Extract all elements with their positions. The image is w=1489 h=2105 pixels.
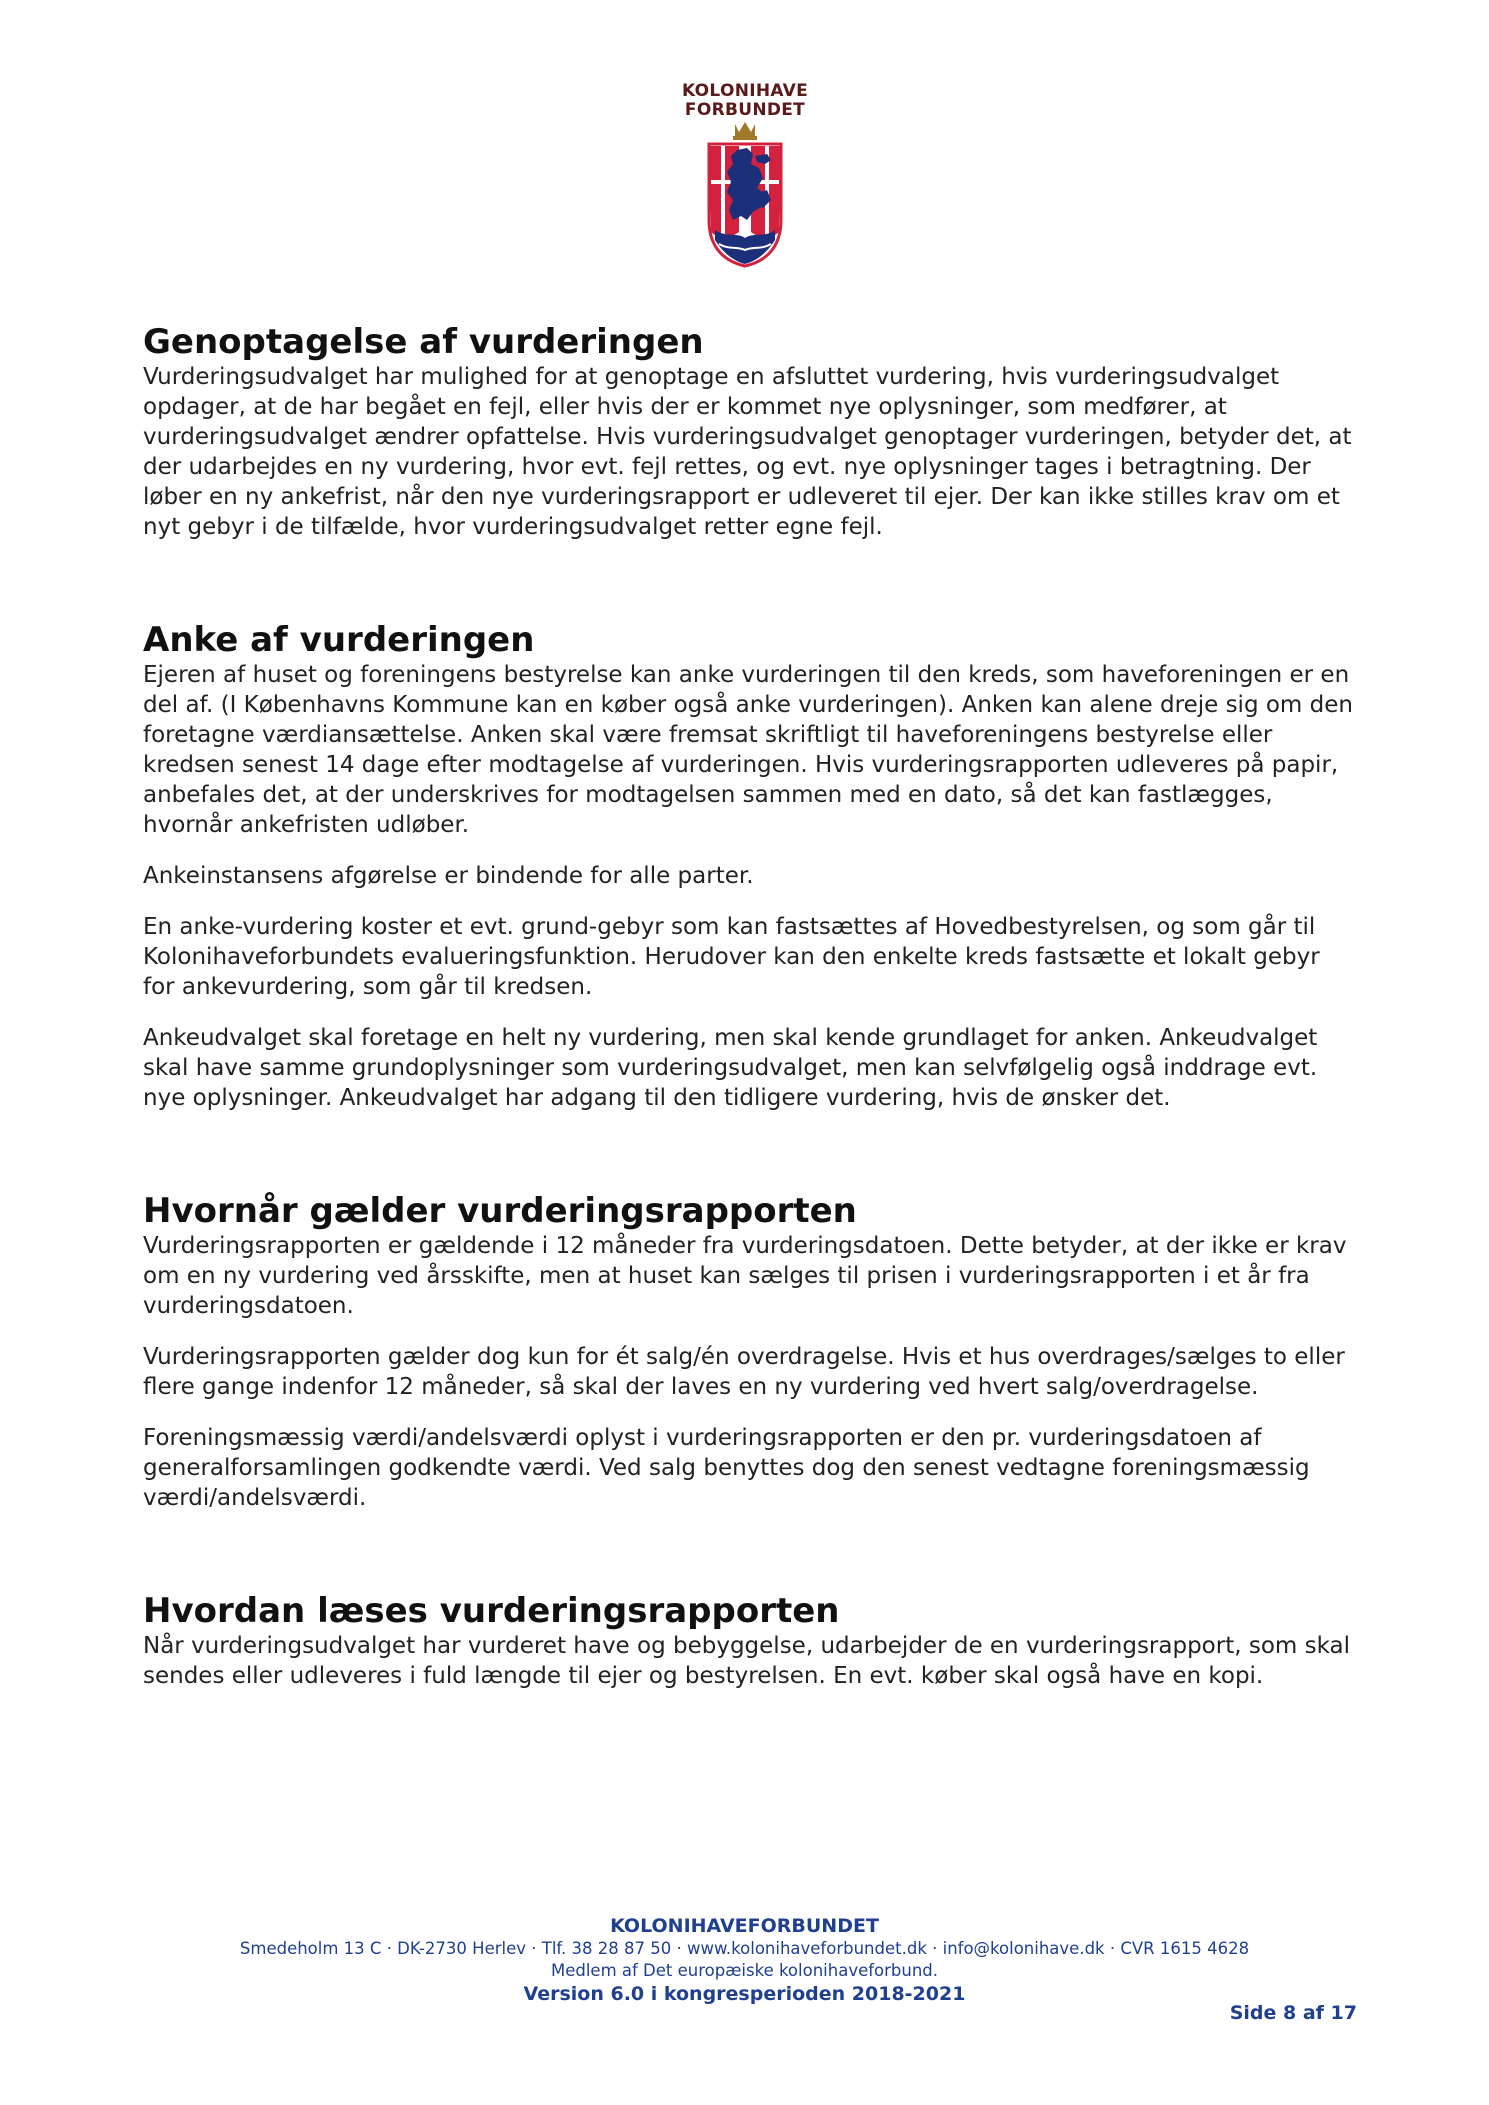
section-genoptagelse bbox=[143, 322, 1358, 542]
section-heading: Anke af vurderingen bbox=[143, 620, 535, 660]
paragraph: Ejeren af huset og foreningens bestyrelse kan anke vurderingen til den kreds, som haveforeningen er en del af. (I Københavns Kommune kan en køber også anke vurderingen). Anken kan alene dreje sig om den foretagne værdiansættelse. Anken skal være fremsat skriftligt til haveforeningens bestyrelse eller kredsen senest 14 dage efter modtagelse af vurderingen. Hvis vurderingsrapporten udleveres på papir, anbefales det, at der underskrives for modtagelsen sammen med en dato, så det kan fastlægges, hvornår ankefristen udløber. bbox=[143, 662, 1353, 838]
paragraph: Når vurderingsudvalget har vurderet have og bebyggelse, udarbejder de en vurderingsrapport, som skal sendes eller udleveres i fuld længde til ejer og bestyrelsen. En evt. køber skal også have en kopi. bbox=[143, 1633, 1351, 1689]
footer-version: Version 6.0 i kongresperioden 2018-2021 bbox=[523, 1983, 966, 2005]
crest-shield-icon bbox=[675, 120, 815, 270]
kolonihaveforbundet-logo bbox=[675, 82, 815, 272]
section-hvornaar bbox=[143, 1191, 1358, 1513]
paragraph: Foreningsmæssig værdi/andelsværdi oplyst i vurderingsrapporten er den pr. vurderingsdatoen af generalforsamlingen godkendte værdi. Ved salg benyttes dog den senest vedtagne foreningsmæssig værdi/andelsværdi. bbox=[143, 1425, 1310, 1511]
paragraph: Vurderingsudvalget har mulighed for at genoptage en afsluttet vurdering, hvis vurderingsudvalget opdager, at de har begået en fejl, eller hvis der er kommet nye oplysninger, som medfører, at vurderingsudvalget ændrer opfattelse. Hvis vurderingsudvalget genoptager vurderingen, betyder det, at der udarbejdes en ny vurdering, hvor evt. fejl rettes, og evt. nye oplysninger tages i betragtning. Der løber en ny ankefrist, når den nye vurderingsrapport er udleveret til ejer. Der kan ikke stilles krav om et nyt gebyr i de tilfælde, hvor vurderingsudvalget retter egne fejl. bbox=[143, 364, 1352, 540]
paragraph: En anke-vurdering koster et evt. grund-gebyr som kan fastsættes af Hovedbestyrelsen, og som går til Kolonihaveforbundets evalueringsfunktion. Herudover kan den enkelte kreds fastsætte et lokalt gebyr for ankevurdering, som går til kredsen. bbox=[143, 914, 1320, 1000]
logo-text bbox=[675, 82, 815, 120]
section-heading: Hvornår gælder vurderingsrapporten bbox=[143, 1191, 857, 1231]
logo-line-2: FORBUNDET bbox=[684, 100, 806, 120]
section-hvordan bbox=[143, 1591, 1358, 1691]
section-heading: Genoptagelse af vurderingen bbox=[143, 322, 704, 362]
paragraph: Vurderingsrapporten gælder dog kun for ét salg/én overdragelse. Hvis et hus overdrages/sælges to eller flere gange indenfor 12 måneder, så skal der laves en ny vurdering ved hvert salg/overdragelse. bbox=[143, 1344, 1345, 1400]
paragraph: Vurderingsrapporten er gældende i 12 måneder fra vurderingsdatoen. Dette betyder, at der ikke er krav om en ny vurdering ved årsskifte, men at huset kan sælges til prisen i vurderingsrapporten i et år fra vurderingsdatoen. bbox=[143, 1233, 1347, 1319]
section-heading: Hvordan læses vurderingsrapporten bbox=[143, 1591, 840, 1631]
footer-org-name: KOLONIHAVEFORBUNDET bbox=[610, 1915, 879, 1937]
paragraph: Ankeudvalget skal foretage en helt ny vurdering, men skal kende grundlaget for anken. Ankeudvalget skal have samme grundoplysninger som vurderingsudvalget, men kan selvfølgelig også inddrage evt. nye oplysninger. Ankeudvalget har adgang til den tidligere vurdering, hvis de ønsker det. bbox=[143, 1025, 1318, 1111]
section-anke bbox=[143, 620, 1358, 1113]
crown-icon bbox=[733, 122, 757, 140]
footer-address: Smedeholm 13 C · DK-2730 Herlev · Tlf. 38 28 87 50 · www.kolonihaveforbundet.dk · info@kolonihave.dk · CVR 1615 4628 bbox=[239, 1939, 1250, 1958]
page-footer bbox=[0, 1914, 1489, 2006]
document-body bbox=[143, 322, 1358, 1712]
logo-line-1: KOLONIHAVE bbox=[681, 81, 809, 101]
footer-membership: Medlem af Det europæiske kolonihaveforbund. bbox=[550, 1961, 939, 1980]
page-number: Side 8 af 17 bbox=[1229, 2002, 1357, 2024]
paragraph: Ankeinstansens afgørelse er bindende for alle parter. bbox=[143, 863, 754, 889]
